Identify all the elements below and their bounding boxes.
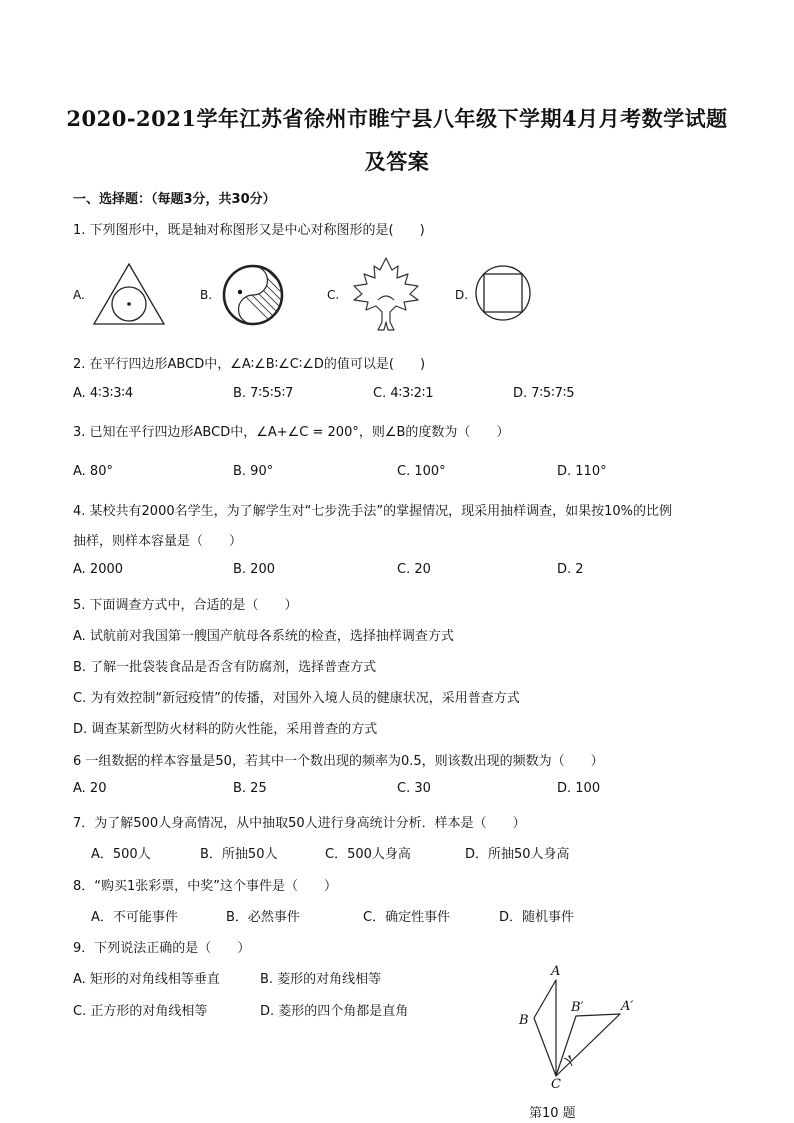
q9-option-d: D. 菱形的四个角都是直角 xyxy=(260,1004,409,1019)
figure-10-caption: 第10 题 xyxy=(529,1106,576,1121)
q2-option-b: B. 7∶5∶5∶7 xyxy=(233,386,294,401)
q6-option-a: A. 20 xyxy=(73,781,107,796)
question-5-stem: 5. 下面调查方式中，合适的是（ ） xyxy=(73,598,298,613)
question-1-stem: 1. 下列图形中，既是轴对称图形又是中心对称图形的是( ) xyxy=(73,223,425,238)
question-6-stem: 6 一组数据的样本容量是50，若其中一个数出现的频率为0.5，则该数出现的频数为（ ） xyxy=(73,754,604,769)
q9-option-b: B. 菱形的对角线相等 xyxy=(260,972,382,987)
q3-option-a: A. 80° xyxy=(73,464,113,479)
q7-option-b: B．所抽50人 xyxy=(200,847,278,862)
q2-option-c: C. 4∶3∶2∶1 xyxy=(373,386,434,401)
q8-option-a: A．不可能事件 xyxy=(91,910,178,925)
q4-option-b: B. 200 xyxy=(233,562,275,577)
question-9-stem: 9．下列说法正确的是（ ） xyxy=(73,941,251,956)
q1-figure-c-maple-leaf xyxy=(348,256,424,334)
question-2-stem: 2. 在平行四边形ABCD中，∠A∶∠B∶∠C∶∠D的值可以是( ) xyxy=(73,357,426,372)
fig10-point-a: A xyxy=(551,964,561,979)
q5-option-c: C. 为有效控制“新冠疫情”的传播，对国外入境人员的健康状况，采用普查方式 xyxy=(73,691,520,706)
q1-label-b: B. xyxy=(200,288,213,302)
q7-option-a: A．500人 xyxy=(91,847,151,862)
q9-option-c: C. 正方形的对角线相等 xyxy=(73,1004,208,1019)
q6-option-d: D. 100 xyxy=(557,781,601,796)
q6-option-c: C. 30 xyxy=(397,781,431,796)
q1-figure-d-square-in-circle xyxy=(474,264,532,322)
q5-option-b: B. 了解一批袋装食品是否含有防腐剂，选择普查方式 xyxy=(73,660,377,675)
section-heading: 一、选择题：（每题3分，共30分） xyxy=(73,192,276,207)
fig10-point-b: B xyxy=(519,1013,529,1028)
question-4-stem-line1: 4. 某校共有2000名学生，为了解学生对“七步洗手法”的掌握情况，现采用抽样调查，如果按10%的比例 xyxy=(73,504,672,519)
question-4-stem-line2: 抽样，则样本容量是（ ） xyxy=(73,534,243,549)
q8-option-d: D．随机事件 xyxy=(499,910,575,925)
q2-option-a: A. 4∶3∶3∶4 xyxy=(73,386,134,401)
q5-option-d: D. 调查某新型防火材料的防火性能，采用普查的方式 xyxy=(73,722,378,737)
question-7-stem: 7．为了解500人身高情况，从中抽取50人进行身高统计分析．样本是（ ） xyxy=(73,816,526,831)
q5-option-a: A. 试航前对我国第一艘国产航母各系统的检查，选择抽样调查方式 xyxy=(73,629,454,644)
q4-option-c: C. 20 xyxy=(397,562,431,577)
q3-option-d: D. 110° xyxy=(557,464,607,479)
q3-option-c: C. 100° xyxy=(397,464,446,479)
exam-title-line2: 及答案 xyxy=(364,149,430,174)
figure-10-rotation-diagram xyxy=(510,960,650,1090)
q4-option-a: A. 2000 xyxy=(73,562,124,577)
q1-figure-b-circle-hatched xyxy=(221,264,285,326)
q3-option-b: B. 90° xyxy=(233,464,274,479)
fig10-point-b-prime: B′ xyxy=(571,1000,584,1015)
exam-title-line1: 2020-2021学年江苏省徐州市睢宁县八年级下学期4月月考数学试题 xyxy=(66,106,728,131)
q8-option-c: C．确定性事件 xyxy=(363,910,451,925)
q7-option-c: C．500人身高 xyxy=(325,847,411,862)
q1-label-d: D. xyxy=(455,288,469,302)
question-3-stem: 3. 已知在平行四边形ABCD中，∠A+∠C = 200°，则∠B的度数为（ ） xyxy=(73,425,510,440)
q8-option-b: B．必然事件 xyxy=(226,910,300,925)
question-8-stem: 8．“购买1张彩票，中奖”这个事件是（ ） xyxy=(73,879,338,894)
q1-label-a: A. xyxy=(73,288,85,302)
fig10-point-a-prime: A′ xyxy=(621,999,634,1014)
q4-option-d: D. 2 xyxy=(557,562,584,577)
q7-option-d: D．所抽50人身高 xyxy=(465,847,570,862)
q6-option-b: B. 25 xyxy=(233,781,267,796)
q9-option-a: A. 矩形的对角线相等垂直 xyxy=(73,972,220,987)
q2-option-d: D. 7∶5∶7∶5 xyxy=(513,386,575,401)
q1-label-c: C. xyxy=(327,288,340,302)
fig10-point-c: C xyxy=(551,1077,561,1092)
q1-figure-a-triangle-circle xyxy=(92,262,166,326)
